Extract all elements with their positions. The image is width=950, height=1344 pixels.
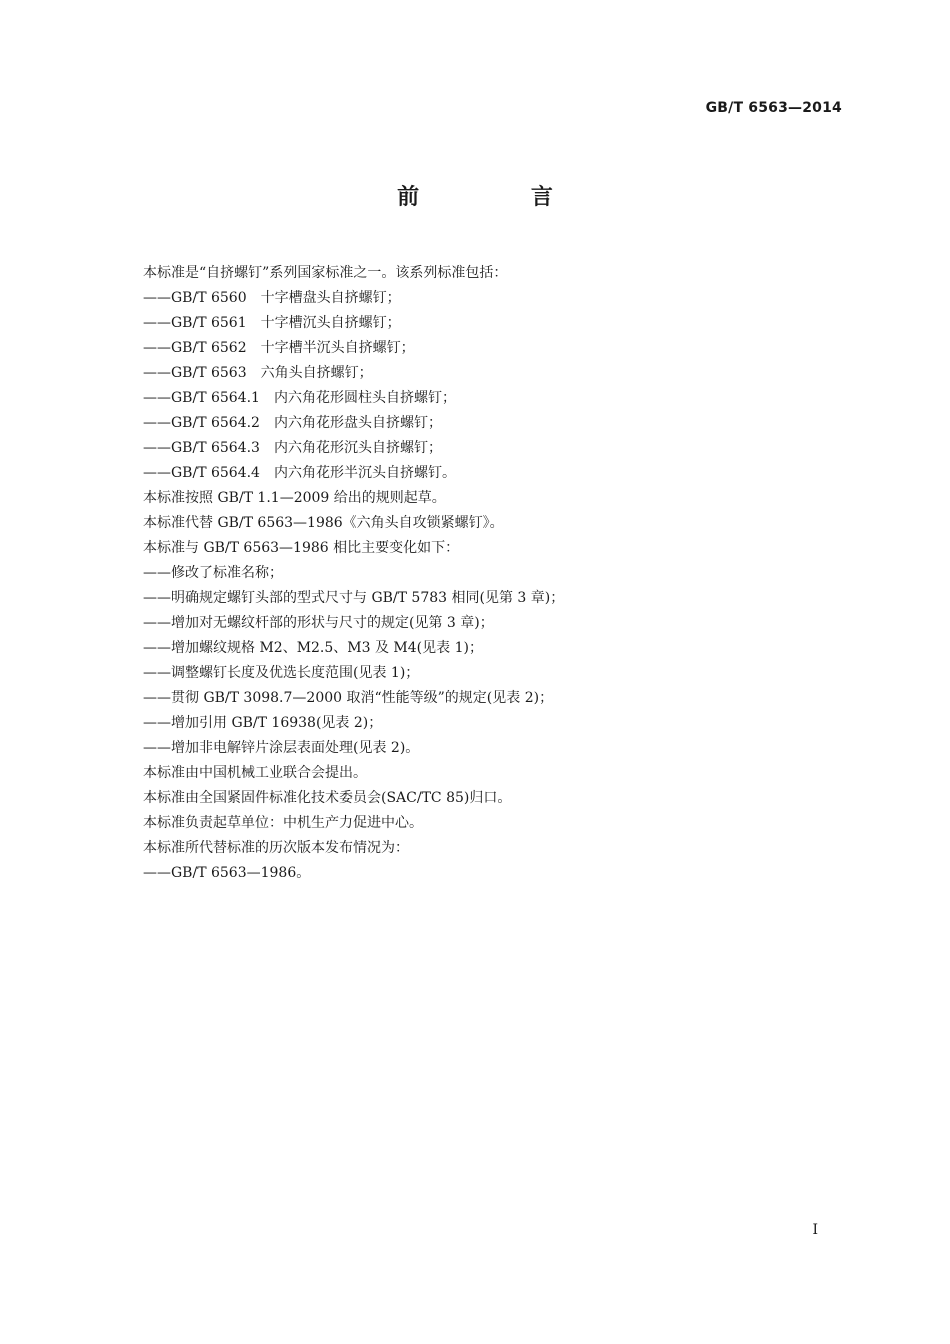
page-title: 前 言 (397, 185, 605, 210)
body-line: ——GB/T 6563 六角头自挤螺钉； (143, 365, 373, 381)
body-line: 本标准是“自挤螺钉”系列国家标准之一。该系列标准包括： (143, 265, 508, 281)
body-line: ——GB/T 6562 十字槽半沉头自挤螺钉； (143, 340, 415, 356)
body-line: ——增加螺纹规格 M2、M2.5、M3 及 M4(见表 1)； (143, 640, 483, 656)
body-line: ——GB/T 6560 十字槽盘头自挤螺钉； (143, 290, 401, 306)
body-line: 本标准与 GB/T 6563—1986 相比主要变化如下： (143, 540, 460, 556)
body-line: ——调整螺钉长度及优选长度范围(见表 1)； (143, 665, 420, 681)
body-line: ——GB/T 6561 十字槽沉头自挤螺钉； (143, 315, 401, 331)
body-line: 本标准负责起草单位：中机生产力促进中心。 (143, 815, 423, 831)
body-line: ——GB/T 6564.1 内六角花形圆柱头自挤螺钉； (143, 390, 456, 406)
body-line: ——GB/T 6564.3 内六角花形沉头自挤螺钉； (143, 440, 442, 456)
standard-code: GB/T 6563—2014 (705, 100, 842, 116)
page-number: I (812, 1222, 818, 1238)
body-line: 本标准代替 GB/T 6563—1986《六角头自攻锁紧螺钉》。 (143, 515, 504, 531)
foreword-body (143, 261, 843, 886)
body-line: ——GB/T 6564.4 内六角花形半沉头自挤螺钉。 (143, 465, 456, 481)
body-line: ——贯彻 GB/T 3098.7—2000 取消“性能等级”的规定(见表 2)； (143, 690, 554, 706)
body-line: ——修改了标准名称； (143, 565, 283, 581)
body-line: ——增加非电解锌片涂层表面处理(见表 2)。 (143, 740, 420, 756)
body-line: 本标准由中国机械工业联合会提出。 (143, 765, 367, 781)
body-line: ——GB/T 6564.2 内六角花形盘头自挤螺钉； (143, 415, 442, 431)
body-line: ——明确规定螺钉头部的型式尺寸与 GB/T 5783 相同(见第 3 章)； (143, 590, 565, 606)
body-line: 本标准按照 GB/T 1.1—2009 给出的规则起草。 (143, 490, 446, 506)
body-line: 本标准由全国紧固件标准化技术委员会(SAC/TC 85)归口。 (143, 790, 512, 806)
body-line: ——增加引用 GB/T 16938(见表 2)； (143, 715, 383, 731)
body-line: ——增加对无螺纹杆部的形状与尺寸的规定(见第 3 章)； (143, 615, 494, 631)
body-line: 本标准所代替标准的历次版本发布情况为： (143, 840, 409, 856)
body-line: ——GB/T 6563—1986。 (143, 865, 311, 881)
